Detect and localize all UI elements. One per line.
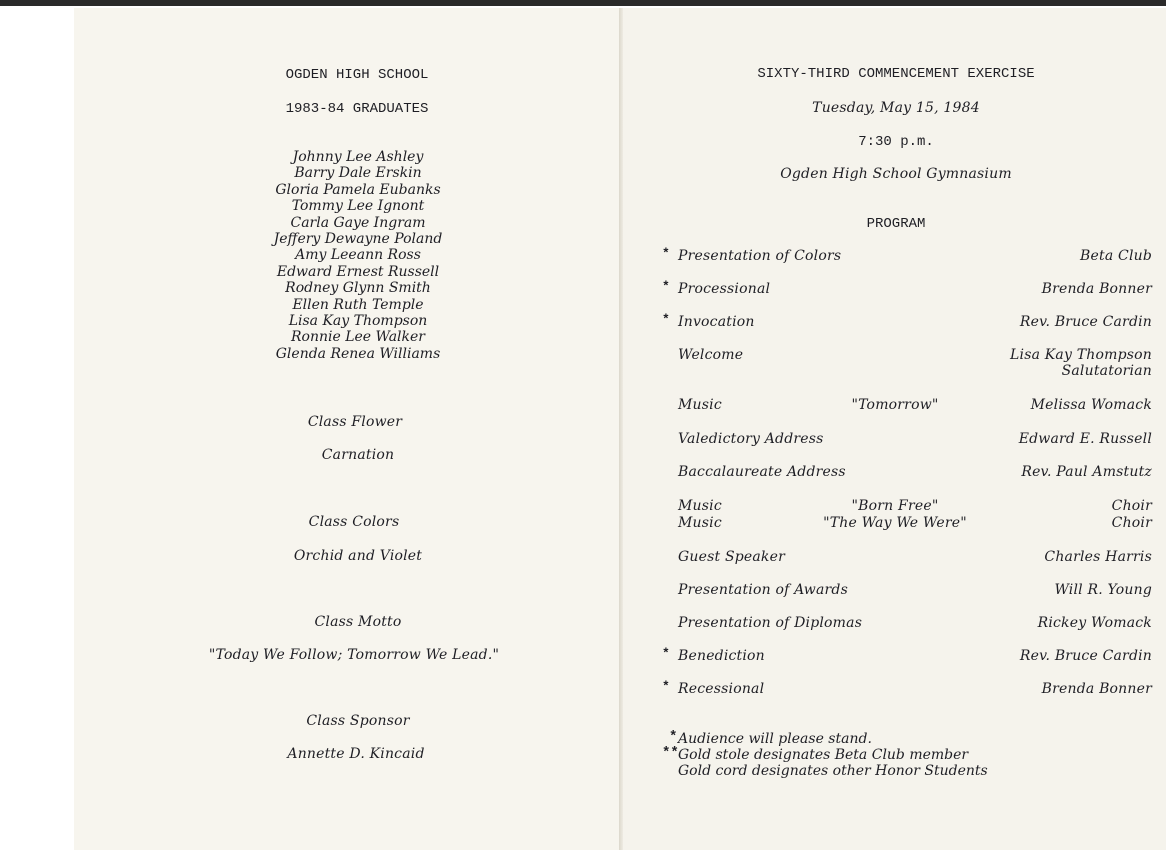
asterisk-mark: *: [662, 646, 670, 661]
ceremony-title: SIXTY-THIRD COMMENCEMENT EXERCISE: [757, 66, 1035, 82]
program-item: [662, 246, 1152, 266]
graduate-name: Barry Dale Erskin: [294, 165, 422, 182]
program-performer: Rev. Paul Amstutz: [1021, 464, 1152, 480]
asterisk-mark: *: [662, 312, 670, 327]
graduate-name: Glenda Renea Williams: [275, 345, 441, 362]
program-item: [662, 312, 1152, 332]
program-item: [670, 515, 1152, 533]
song-title: "Born Free": [851, 498, 939, 514]
program-performer: Will R. Young: [1054, 582, 1152, 598]
class-motto: "Today We Follow; Tomorrow We Lead.": [208, 647, 500, 663]
program-item: [670, 347, 1152, 379]
program-item: [670, 549, 1152, 567]
class-flower-label: Class Flower: [307, 414, 403, 430]
program-part: Presentation of Colors: [678, 248, 842, 264]
program-item: [662, 679, 1152, 699]
song-title: "Tomorrow": [851, 397, 939, 413]
program-item: [670, 431, 1152, 449]
graduate-name: Johnny Lee Ashley: [292, 149, 424, 165]
ceremony-time: 7:30 p.m.: [858, 134, 934, 150]
graduate-name: Rodney Glynn Smith: [285, 280, 431, 297]
performer-title: Salutatorian: [1061, 363, 1152, 379]
program-performer: Edward E. Russell: [1018, 431, 1152, 447]
program-item: [670, 464, 1152, 482]
program-part: Guest Speaker: [678, 549, 785, 565]
program-performer: Lisa Kay Thompson: [1010, 347, 1152, 363]
page-fold: [619, 8, 623, 850]
program-part: Presentation of Diplomas: [678, 615, 863, 631]
program-part: Music: [678, 397, 722, 413]
program-part: Presentation of Awards: [678, 582, 848, 598]
program-item: [662, 646, 1152, 666]
program-note: Audience will please stand.: [678, 731, 872, 747]
graduate-name: Ronnie Lee Walker: [291, 329, 425, 346]
graduate-name: Jeffery Dewayne Poland: [273, 231, 443, 247]
graduate-name: Amy Leeann Ross: [295, 247, 421, 264]
graduate-name: Tommy Lee Ignont: [291, 198, 425, 215]
program-part: Benediction: [678, 648, 765, 664]
program-performer: Rickey Womack: [1037, 615, 1152, 631]
scan-top-edge: [0, 0, 1166, 6]
graduate-name: Edward Ernest Russell: [276, 263, 440, 280]
ceremony-date: Tuesday, May 15, 1984: [812, 100, 980, 116]
asterisk-mark: *: [669, 729, 678, 745]
program-part: Recessional: [678, 681, 765, 697]
program-heading: PROGRAM: [866, 216, 926, 232]
program-performer: Rev. Bruce Cardin: [1019, 648, 1152, 664]
program-performer: Choir: [1111, 515, 1152, 531]
class-sponsor: Annette D. Kincaid: [287, 746, 425, 762]
class-colors-label: Class Colors: [308, 514, 400, 530]
program-performer: Brenda Bonner: [1041, 281, 1152, 297]
program-part: Welcome: [678, 347, 744, 363]
class-motto-label: Class Motto: [314, 614, 402, 630]
graduate-name: Ellen Ruth Temple: [292, 296, 424, 313]
program-part: Processional: [678, 281, 771, 297]
class-year-heading: 1983-84 GRADUATES: [285, 101, 429, 117]
program-note: Gold stole designates Beta Club member: [678, 747, 969, 763]
program-item: [670, 397, 1152, 415]
song-title: "The Way We Were": [823, 515, 967, 531]
asterisk-mark: **: [662, 745, 679, 761]
program-item: [670, 615, 1152, 633]
program-part: Baccalaureate Address: [678, 464, 846, 480]
program-note: Gold cord designates other Honor Students: [678, 763, 988, 779]
graduate-name: Gloria Pamela Eubanks: [275, 181, 441, 198]
program-performer: Choir: [1111, 498, 1152, 514]
class-sponsor-label: Class Sponsor: [306, 713, 410, 729]
graduate-name: Carla Gaye Ingram: [290, 214, 426, 231]
asterisk-mark: *: [662, 679, 670, 694]
program-performer: Charles Harris: [1044, 549, 1152, 565]
program-item: [670, 582, 1152, 600]
program-performer: Rev. Bruce Cardin: [1019, 314, 1152, 330]
program-item: [670, 498, 1152, 516]
program-performer: Melissa Womack: [1030, 397, 1152, 413]
program-part: Invocation: [678, 314, 755, 330]
class-colors: Orchid and Violet: [293, 548, 423, 564]
program-part: Music: [678, 515, 722, 531]
program-part: Valedictory Address: [678, 431, 824, 447]
asterisk-mark: *: [662, 279, 670, 294]
program-performer: Beta Club: [1080, 248, 1152, 264]
ceremony-venue: Ogden High School Gymnasium: [780, 166, 1012, 182]
program-performer: Brenda Bonner: [1041, 681, 1152, 697]
class-flower: Carnation: [321, 447, 395, 463]
school-name: OGDEN HIGH SCHOOL: [285, 67, 429, 83]
program-item: [662, 279, 1152, 299]
asterisk-mark: *: [662, 246, 670, 261]
program-part: Music: [678, 498, 722, 514]
graduate-name: Lisa Kay Thompson: [288, 313, 428, 329]
